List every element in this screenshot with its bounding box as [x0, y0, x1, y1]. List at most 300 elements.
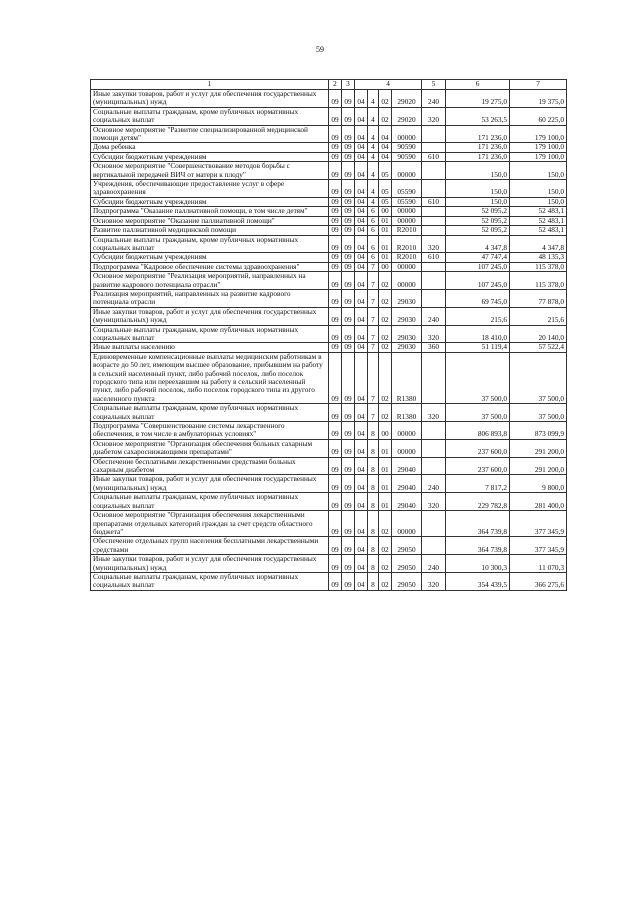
row-activity-code: 01 [379, 253, 392, 262]
row-amount-year-1: 51 119,4 [446, 343, 510, 352]
row-section-code: 09 [342, 289, 355, 307]
row-program-code: 04 [355, 457, 368, 475]
table-row [91, 422, 567, 440]
row-amount-year-2: 291 200,0 [510, 457, 567, 475]
row-subprogram-code: 6 [368, 253, 379, 262]
row-subprogram-code: 7 [368, 289, 379, 307]
row-program-code: 04 [355, 493, 368, 511]
header-col-1: 1 [91, 80, 329, 90]
row-direction-code: 00000 [392, 262, 422, 271]
row-amount-year-1: 150,0 [446, 162, 510, 180]
row-section-code: 09 [342, 422, 355, 440]
row-amount-year-2: 4 347,8 [510, 235, 567, 253]
row-subprogram-code: 4 [368, 180, 379, 198]
row-subprogram-code: 4 [368, 162, 379, 180]
row-name: Иные закупки товаров, работ и услуг для обеспечения государственных (муниципальных) нужд [91, 475, 329, 493]
table-row [91, 262, 567, 271]
row-amount-year-2: 52 483,1 [510, 207, 567, 216]
row-section-code: 09 [342, 216, 355, 225]
row-amount-year-1: 229 782,8 [446, 493, 510, 511]
row-section-code: 09 [342, 511, 355, 537]
row-program-code: 04 [355, 253, 368, 262]
row-section-code: 09 [342, 253, 355, 262]
row-section-code: 09 [342, 197, 355, 206]
row-amount-year-1: 171 236,0 [446, 125, 510, 143]
row-amount-year-2: 873 099,9 [510, 422, 567, 440]
row-section-code: 09 [342, 325, 355, 343]
row-expense-type [422, 180, 446, 198]
row-program-code: 04 [355, 143, 368, 152]
row-expense-type: 320 [422, 572, 446, 590]
row-expense-type [422, 439, 446, 457]
row-subprogram-code: 4 [368, 143, 379, 152]
row-program-code: 04 [355, 226, 368, 235]
row-amount-year-1: 7 817,2 [446, 475, 510, 493]
header-col-6: 6 [446, 80, 510, 90]
row-amount-year-2: 179 100,0 [510, 152, 567, 161]
row-direction-code: 29030 [392, 289, 422, 307]
row-direction-code: 00000 [392, 272, 422, 290]
row-name: Обеспечение отдельных групп населения бесплатными лекарственными средствами [91, 537, 329, 555]
row-program-code: 04 [355, 235, 368, 253]
row-amount-year-2: 77 878,0 [510, 289, 567, 307]
row-direction-code: 29030 [392, 343, 422, 352]
row-name: Основное мероприятие "Организация обеспечения лекарственными препаратами отдельных категорий граждан за счет средств областного бюджета" [91, 511, 329, 537]
row-program-code: 04 [355, 572, 368, 590]
table-row [91, 325, 567, 343]
row-name: Социальные выплаты гражданам, кроме публичных нормативных социальных выплат [91, 107, 329, 125]
row-amount-year-2: 37 500,0 [510, 352, 567, 403]
row-amount-year-1: 52 095,2 [446, 226, 510, 235]
row-amount-year-1: 19 275,0 [446, 90, 510, 108]
table-body [91, 90, 567, 591]
row-program-code: 04 [355, 90, 368, 108]
row-amount-year-1: 69 745,0 [446, 289, 510, 307]
row-amount-year-1: 171 236,0 [446, 143, 510, 152]
row-activity-code: 02 [379, 107, 392, 125]
table-row [91, 352, 567, 403]
row-direction-code: 29020 [392, 90, 422, 108]
row-amount-year-1: 150,0 [446, 197, 510, 206]
row-amount-year-2: 366 275,6 [510, 572, 567, 590]
row-expense-type [422, 352, 446, 403]
table-row [91, 226, 567, 235]
row-activity-code: 01 [379, 226, 392, 235]
row-chapter-code: 09 [329, 352, 342, 403]
table-row [91, 555, 567, 573]
row-chapter-code: 09 [329, 422, 342, 440]
row-direction-code: 00000 [392, 439, 422, 457]
row-name: Обеспечение бесплатными лекарственными средствами больных сахарным диабетом [91, 457, 329, 475]
header-col-5: 5 [422, 80, 446, 90]
row-subprogram-code: 8 [368, 457, 379, 475]
row-program-code: 04 [355, 352, 368, 403]
row-amount-year-1: 237 600,0 [446, 457, 510, 475]
row-name: Развитие паллиативной медицинской помощи [91, 226, 329, 235]
row-program-code: 04 [355, 207, 368, 216]
table-row [91, 253, 567, 262]
row-name: Иные закупки товаров, работ и услуг для обеспечения государственных (муниципальных) нужд [91, 307, 329, 325]
row-expense-type: 240 [422, 307, 446, 325]
row-activity-code: 01 [379, 216, 392, 225]
row-program-code: 04 [355, 475, 368, 493]
row-section-code: 09 [342, 343, 355, 352]
row-direction-code: 05590 [392, 197, 422, 206]
row-program-code: 04 [355, 439, 368, 457]
row-section-code: 09 [342, 262, 355, 271]
row-name: Субсидии бюджетным учреждениям [91, 253, 329, 262]
row-expense-type: 610 [422, 253, 446, 262]
row-expense-type [422, 162, 446, 180]
row-name: Основное мероприятие "Совершенствование методов борьбы с вертикальной передачей ВИЧ от матери к плоду" [91, 162, 329, 180]
row-direction-code: 90590 [392, 143, 422, 152]
row-section-code: 09 [342, 152, 355, 161]
table-row [91, 143, 567, 152]
row-expense-type: 610 [422, 197, 446, 206]
row-section-code: 09 [342, 457, 355, 475]
row-direction-code: 29050 [392, 537, 422, 555]
table-row [91, 107, 567, 125]
row-direction-code: 29040 [392, 493, 422, 511]
row-chapter-code: 09 [329, 107, 342, 125]
row-name: Субсидии бюджетным учреждениям [91, 197, 329, 206]
table-row [91, 235, 567, 253]
row-direction-code: 00000 [392, 511, 422, 537]
row-amount-year-1: 52 095,2 [446, 216, 510, 225]
row-subprogram-code: 7 [368, 404, 379, 422]
row-subprogram-code: 4 [368, 197, 379, 206]
row-amount-year-2: 215,6 [510, 307, 567, 325]
row-program-code: 04 [355, 325, 368, 343]
row-amount-year-1: 4 347,8 [446, 235, 510, 253]
row-direction-code: 29030 [392, 325, 422, 343]
row-chapter-code: 09 [329, 262, 342, 271]
row-section-code: 09 [342, 107, 355, 125]
row-direction-code: 29040 [392, 475, 422, 493]
row-subprogram-code: 7 [368, 272, 379, 290]
row-activity-code: 02 [379, 343, 392, 352]
table-row [91, 439, 567, 457]
row-expense-type [422, 207, 446, 216]
row-section-code: 09 [342, 180, 355, 198]
row-activity-code: 02 [379, 537, 392, 555]
row-activity-code: 04 [379, 125, 392, 143]
row-section-code: 09 [342, 352, 355, 403]
row-program-code: 04 [355, 289, 368, 307]
row-program-code: 04 [355, 307, 368, 325]
row-amount-year-2: 281 400,0 [510, 493, 567, 511]
row-program-code: 04 [355, 162, 368, 180]
table-row [91, 457, 567, 475]
row-direction-code: 05590 [392, 180, 422, 198]
row-amount-year-1: 37 500,0 [446, 404, 510, 422]
row-amount-year-1: 107 245,0 [446, 262, 510, 271]
row-expense-type [422, 422, 446, 440]
row-expense-type: 240 [422, 90, 446, 108]
row-program-code: 04 [355, 197, 368, 206]
row-expense-type: 320 [422, 404, 446, 422]
row-expense-type [422, 125, 446, 143]
row-name: Социальные выплаты гражданам, кроме публичных нормативных социальных выплат [91, 404, 329, 422]
row-program-code: 04 [355, 537, 368, 555]
row-amount-year-2: 150,0 [510, 180, 567, 198]
row-subprogram-code: 8 [368, 537, 379, 555]
row-activity-code: 01 [379, 457, 392, 475]
budget-table [90, 79, 567, 591]
row-name: Подпрограмма "Кадровое обеспечение системы здравоохранения" [91, 262, 329, 271]
row-expense-type [422, 272, 446, 290]
table-row [91, 162, 567, 180]
row-program-code: 04 [355, 555, 368, 573]
row-direction-code: 00000 [392, 125, 422, 143]
table-row [91, 197, 567, 206]
row-activity-code: 02 [379, 352, 392, 403]
table-row [91, 537, 567, 555]
row-section-code: 09 [342, 235, 355, 253]
row-section-code: 09 [342, 143, 355, 152]
row-section-code: 09 [342, 125, 355, 143]
row-activity-code: 00 [379, 422, 392, 440]
table-row [91, 475, 567, 493]
row-activity-code: 01 [379, 235, 392, 253]
row-amount-year-2: 377 345,9 [510, 537, 567, 555]
row-expense-type [422, 226, 446, 235]
row-direction-code: 00000 [392, 207, 422, 216]
row-amount-year-2: 179 100,0 [510, 125, 567, 143]
row-chapter-code: 09 [329, 537, 342, 555]
row-amount-year-1: 364 739,8 [446, 537, 510, 555]
table-row [91, 511, 567, 537]
row-amount-year-1: 107 245,0 [446, 272, 510, 290]
row-name: Иные закупки товаров, работ и услуг для обеспечения государственных (муниципальных) нужд [91, 90, 329, 108]
table-row [91, 216, 567, 225]
row-activity-code: 05 [379, 197, 392, 206]
table-row [91, 404, 567, 422]
table-header-row [91, 80, 567, 90]
row-activity-code: 02 [379, 572, 392, 590]
row-amount-year-1: 150,0 [446, 180, 510, 198]
row-amount-year-2: 60 225,0 [510, 107, 567, 125]
row-section-code: 09 [342, 226, 355, 235]
row-chapter-code: 09 [329, 125, 342, 143]
row-direction-code: 29030 [392, 307, 422, 325]
row-section-code: 09 [342, 493, 355, 511]
row-program-code: 04 [355, 404, 368, 422]
row-expense-type: 320 [422, 107, 446, 125]
row-direction-code: 00000 [392, 422, 422, 440]
row-chapter-code: 09 [329, 272, 342, 290]
row-expense-type: 320 [422, 325, 446, 343]
row-amount-year-1: 10 300,3 [446, 555, 510, 573]
row-chapter-code: 09 [329, 216, 342, 225]
row-direction-code: 00000 [392, 162, 422, 180]
row-amount-year-1: 806 893,8 [446, 422, 510, 440]
row-program-code: 04 [355, 272, 368, 290]
row-subprogram-code: 6 [368, 235, 379, 253]
row-activity-code: 02 [379, 555, 392, 573]
row-amount-year-2: 20 140,0 [510, 325, 567, 343]
row-chapter-code: 09 [329, 180, 342, 198]
row-expense-type: 240 [422, 555, 446, 573]
row-expense-type: 320 [422, 235, 446, 253]
row-amount-year-2: 9 800,0 [510, 475, 567, 493]
row-amount-year-2: 11 070,3 [510, 555, 567, 573]
row-amount-year-1: 47 747,4 [446, 253, 510, 262]
table-row [91, 307, 567, 325]
row-subprogram-code: 8 [368, 475, 379, 493]
row-amount-year-2: 150,0 [510, 197, 567, 206]
row-expense-type [422, 511, 446, 537]
table-row [91, 90, 567, 108]
row-chapter-code: 09 [329, 325, 342, 343]
row-direction-code: R1380 [392, 352, 422, 403]
row-amount-year-2: 115 378,0 [510, 272, 567, 290]
row-program-code: 04 [355, 511, 368, 537]
row-program-code: 04 [355, 262, 368, 271]
row-subprogram-code: 7 [368, 262, 379, 271]
row-direction-code: 00000 [392, 216, 422, 225]
row-chapter-code: 09 [329, 457, 342, 475]
row-activity-code: 02 [379, 325, 392, 343]
row-direction-code: 29050 [392, 572, 422, 590]
row-section-code: 09 [342, 307, 355, 325]
row-amount-year-1: 18 410,0 [446, 325, 510, 343]
row-subprogram-code: 7 [368, 343, 379, 352]
row-activity-code: 00 [379, 262, 392, 271]
row-chapter-code: 09 [329, 235, 342, 253]
row-chapter-code: 09 [329, 343, 342, 352]
row-amount-year-1: 171 236,0 [446, 152, 510, 161]
row-activity-code: 05 [379, 180, 392, 198]
row-name: Субсидии бюджетным учреждениям [91, 152, 329, 161]
row-amount-year-2: 57 522,4 [510, 343, 567, 352]
row-activity-code: 02 [379, 404, 392, 422]
row-amount-year-2: 52 483,1 [510, 216, 567, 225]
row-subprogram-code: 4 [368, 90, 379, 108]
row-activity-code: 05 [379, 162, 392, 180]
row-section-code: 09 [342, 439, 355, 457]
row-subprogram-code: 6 [368, 216, 379, 225]
table-row [91, 180, 567, 198]
row-name: Учреждения, обеспечивающие предоставление услуг в сфере здравоохранения [91, 180, 329, 198]
row-amount-year-1: 215,6 [446, 307, 510, 325]
row-subprogram-code: 7 [368, 307, 379, 325]
row-chapter-code: 09 [329, 475, 342, 493]
row-direction-code: 29040 [392, 457, 422, 475]
row-chapter-code: 09 [329, 197, 342, 206]
row-activity-code: 00 [379, 207, 392, 216]
row-name: Подпрограмма "Совершенствование системы лекарственного обеспечения, в том числе в амбулаторных условиях" [91, 422, 329, 440]
row-chapter-code: 09 [329, 207, 342, 216]
row-subprogram-code: 8 [368, 555, 379, 573]
row-name: Социальные выплаты гражданам, кроме публичных нормативных социальных выплат [91, 572, 329, 590]
table-row [91, 343, 567, 352]
row-subprogram-code: 8 [368, 511, 379, 537]
row-name: Социальные выплаты гражданам, кроме публичных нормативных социальных выплат [91, 235, 329, 253]
row-amount-year-2: 115 378,0 [510, 262, 567, 271]
row-activity-code: 01 [379, 439, 392, 457]
row-program-code: 04 [355, 216, 368, 225]
row-activity-code: 02 [379, 511, 392, 537]
row-expense-type [422, 289, 446, 307]
row-amount-year-2: 48 135,3 [510, 253, 567, 262]
row-activity-code: 04 [379, 152, 392, 161]
row-amount-year-2: 52 483,1 [510, 226, 567, 235]
header-col-4: 4 [355, 80, 422, 90]
row-amount-year-2: 377 345,9 [510, 511, 567, 537]
row-expense-type: 320 [422, 493, 446, 511]
row-chapter-code: 09 [329, 404, 342, 422]
row-subprogram-code: 8 [368, 439, 379, 457]
table-row [91, 289, 567, 307]
row-chapter-code: 09 [329, 307, 342, 325]
row-name: Реализация мероприятий, направленных на развитие кадрового потенциала отрасли [91, 289, 329, 307]
row-amount-year-1: 237 600,0 [446, 439, 510, 457]
row-amount-year-1: 364 739,8 [446, 511, 510, 537]
row-chapter-code: 09 [329, 143, 342, 152]
row-direction-code: 29050 [392, 555, 422, 573]
table-row [91, 493, 567, 511]
row-expense-type [422, 143, 446, 152]
row-expense-type: 610 [422, 152, 446, 161]
row-section-code: 09 [342, 90, 355, 108]
row-activity-code: 01 [379, 475, 392, 493]
table-row [91, 125, 567, 143]
header-col-3: 3 [342, 80, 355, 90]
row-chapter-code: 09 [329, 511, 342, 537]
row-section-code: 09 [342, 207, 355, 216]
row-expense-type [422, 262, 446, 271]
row-program-code: 04 [355, 125, 368, 143]
row-chapter-code: 09 [329, 253, 342, 262]
row-chapter-code: 09 [329, 439, 342, 457]
row-direction-code: R2010 [392, 253, 422, 262]
row-activity-code: 01 [379, 493, 392, 511]
row-activity-code: 02 [379, 289, 392, 307]
row-program-code: 04 [355, 343, 368, 352]
row-subprogram-code: 4 [368, 125, 379, 143]
row-direction-code: R1380 [392, 404, 422, 422]
row-amount-year-1: 354 439,5 [446, 572, 510, 590]
row-expense-type [422, 457, 446, 475]
row-name: Единовременные компенсационные выплаты медицинским работникам в возрасте до 50 лет, имеющим высшее образование, прибывшим на работу в сельский населенный пункт, либо рабочий поселок, либо поселок городского типа или переехавшим на работу в сельский населенный пункт, либо рабочий поселок, либо поселок городского типа из другого населенного пункта [91, 352, 329, 403]
row-subprogram-code: 8 [368, 422, 379, 440]
row-section-code: 09 [342, 572, 355, 590]
row-program-code: 04 [355, 152, 368, 161]
row-activity-code: 02 [379, 272, 392, 290]
row-section-code: 09 [342, 537, 355, 555]
table-row [91, 207, 567, 216]
row-chapter-code: 09 [329, 493, 342, 511]
row-amount-year-1: 52 095,2 [446, 207, 510, 216]
row-amount-year-2: 291 200,0 [510, 439, 567, 457]
row-subprogram-code: 4 [368, 107, 379, 125]
row-direction-code: 90590 [392, 152, 422, 161]
row-name: Дома ребенка [91, 143, 329, 152]
row-program-code: 04 [355, 180, 368, 198]
row-activity-code: 02 [379, 307, 392, 325]
row-chapter-code: 09 [329, 152, 342, 161]
row-name: Социальные выплаты гражданам, кроме публичных нормативных социальных выплат [91, 493, 329, 511]
row-chapter-code: 09 [329, 162, 342, 180]
table-row [91, 272, 567, 290]
row-name: Основное мероприятие "Развитие специализированной медицинской помощи детям" [91, 125, 329, 143]
row-direction-code: 29020 [392, 107, 422, 125]
row-amount-year-1: 37 500,0 [446, 352, 510, 403]
row-program-code: 04 [355, 107, 368, 125]
row-chapter-code: 09 [329, 555, 342, 573]
row-subprogram-code: 7 [368, 352, 379, 403]
